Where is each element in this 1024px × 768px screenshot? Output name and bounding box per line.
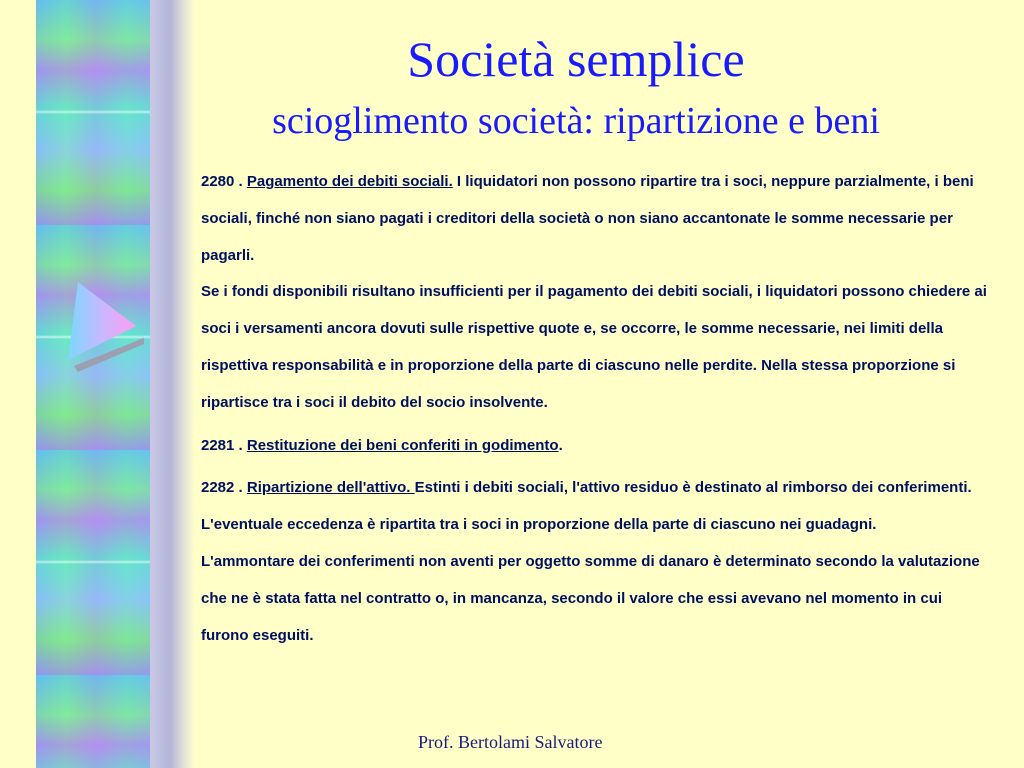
triangle-pointer-icon xyxy=(60,278,150,374)
article-content xyxy=(201,164,991,654)
article-2282-link[interactable]: Ripartizione dell'attivo. xyxy=(246,479,415,497)
article-2281-number: 2281 . xyxy=(201,436,247,454)
article-2281-tail: . xyxy=(558,436,563,454)
decorative-side-band xyxy=(36,0,156,768)
article-2280-text: I liquidatori non possono ripartire tra i soci, neppure parzialmente, i beni sociali, finché non siano pagati i creditori della società o non siano accantonate le somme necessarie per pagarli. xyxy=(201,173,974,264)
slide-footer: Prof. Bertolami Salvatore xyxy=(418,732,603,752)
article-2280-number: 2280 . xyxy=(201,173,247,190)
slide-title: Società semplice xyxy=(407,31,745,87)
article-2280-paragraph-2: Se i fondi disponibili risultano insufficienti per il pagamento dei debiti sociali, i liquidatori possono chiedere ai soci i versamenti ancora dovuti sulle rispettive quote e, se occorre, le somme necessarie, nei limiti della rispettiva responsabilità e in proporzione della parte di ciascuno nelle perdite. Nella stessa proporzione si ripartisce tra i soci il debito del socio insolvente. xyxy=(201,283,987,411)
article-2282 xyxy=(201,470,991,544)
article-2281-link[interactable]: Restituzione dei beni conferiti in godimento xyxy=(246,436,559,454)
decorative-side-shade xyxy=(150,0,195,768)
article-2281 xyxy=(201,428,991,465)
article-2282-text: Estinti i debiti sociali, l'attivo residuo è destinato al rimborso dei conferimenti. L'eventuale eccedenza è ripartita tra i soci in proporzione della parte di ciascuno nei guadagni. xyxy=(201,479,972,534)
slide-subtitle: scioglimento società: ripartizione e beni xyxy=(272,100,880,142)
article-2282-paragraph-2: L'ammontare dei conferimenti non aventi per oggetto somme di danaro è determinato secondo la valutazione che ne è stata fatta nel contratto o, in mancanza, secondo il valore che essi avevano nel momento in cui furono eseguiti. xyxy=(201,552,980,644)
article-2280-link[interactable]: Pagamento dei debiti sociali. xyxy=(246,173,453,190)
article-2280 xyxy=(201,164,991,274)
article-2282-number: 2282 . xyxy=(201,479,247,497)
